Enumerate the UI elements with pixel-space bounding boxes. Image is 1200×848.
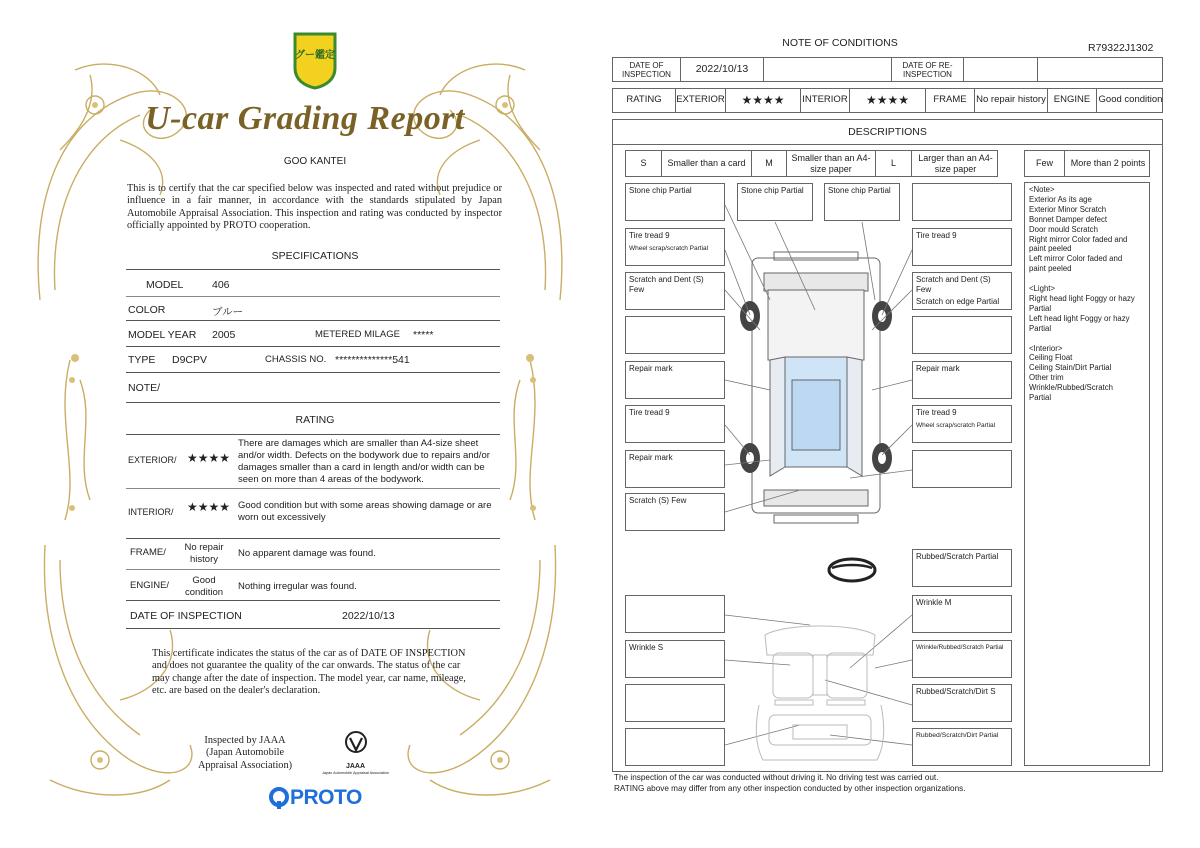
exterior-label: EXTERIOR: [676, 89, 726, 112]
date-blank-1: [764, 58, 892, 81]
ext-box-right-3: Scratch and Dent (S) Few Scratch on edge Partial: [912, 272, 1012, 310]
interior-label: INTERIOR: [801, 89, 850, 112]
date-of-inspection-label: DATE OF INSPECTION: [613, 58, 681, 81]
descriptions-heading: DESCRIPTIONS: [848, 126, 927, 138]
ext-box-left-3: Scratch and Dent (S) Few: [625, 272, 725, 310]
note-line: <Note>: [1029, 185, 1055, 194]
inspected-by-text: Inspected by JAAA (Japan Automobile Appraisal Association): [197, 735, 293, 771]
exterior-stars: ★★★★: [187, 451, 231, 465]
note-line: Exterior Minor Scratch: [1029, 204, 1107, 214]
color-label: COLOR: [128, 304, 166, 316]
date-of-inspection-value: 2022/10/13: [342, 610, 395, 622]
legend-m-desc: Smaller than an A4-size paper: [787, 151, 876, 176]
model-year-label: MODEL YEAR: [128, 329, 197, 341]
specifications-heading: SPECIFICATIONS: [271, 250, 359, 262]
engine-description: Nothing irregular was found.: [238, 581, 357, 592]
frame-label: FRAME/: [130, 547, 166, 558]
int-box-right-3: Wrinkle/Rubbed/Scratch Partial: [912, 640, 1012, 678]
note-label: NOTE/: [128, 382, 161, 394]
legend-s: S: [626, 151, 662, 176]
note-line: Left head light Foggy or hazy: [1029, 313, 1130, 323]
report-subtitle: GOO KANTEI: [283, 156, 347, 167]
notes-list: [1029, 185, 1135, 403]
int-box-left-1: [625, 595, 725, 633]
certificate-footer-text: This certificate indicates the status of the car as of DATE OF INSPECTION and does not guarantee the quality of the car onwards. The status of the car may change after the date of inspection. The model year, car name, mileage, etc. are based on the dealer's declaration.: [152, 648, 466, 697]
jaaa-caption: Japan Automobile Appraisal Association: [321, 771, 390, 775]
int-box-left-2: Wrinkle S: [625, 640, 725, 678]
ext-box-front-left: Stone chip Partial: [625, 183, 725, 221]
ext-box-top-3: Stone chip Partial: [824, 183, 900, 221]
ext-box-top-right: [912, 183, 1012, 221]
note-line: Ceiling Stain/Dirt Partial: [1029, 363, 1112, 373]
ext-box-right-5: Repair mark: [912, 361, 1012, 399]
interior-description: Good condition but with some areas showing damage or are worn out excessively: [238, 500, 492, 523]
legend-l: L: [876, 151, 912, 176]
ext-box-right-4: [912, 316, 1012, 354]
engine-label: ENGINE/: [130, 580, 170, 591]
chassis-value: **************541: [335, 354, 410, 366]
int-box-right-4: Rubbed/Scratch/Dirt S: [912, 684, 1012, 722]
int-box-right-1: Rubbed/Scratch Partial: [912, 549, 1012, 587]
interior-stars: ★★★★: [187, 500, 231, 514]
jaaa-emblem-icon: [344, 730, 368, 758]
interior-stars: ★★★★: [850, 89, 926, 112]
ext-box-right-7: [912, 450, 1012, 488]
ext-box-top-2: Stone chip Partial: [737, 183, 813, 221]
car-interior-diagram: [755, 615, 885, 765]
exterior-label: EXTERIOR/: [128, 455, 177, 465]
note-line: Wrinkle/Rubbed/Scratch: [1029, 383, 1113, 393]
ext-box-left-4: [625, 316, 725, 354]
jaaa-logo: [318, 730, 393, 780]
ext-box-left-7: Repair mark: [625, 450, 725, 488]
note-line: Right mirror Color faded and: [1029, 234, 1128, 244]
engine-label: ENGINE: [1048, 89, 1097, 112]
metered-mileage-value: *****: [413, 329, 434, 341]
ext-box-left-5: Repair mark: [625, 361, 725, 399]
footer-line-2: RATING above may differ from any other inspection conducted by other inspection organizations.: [614, 784, 966, 793]
legend-l-desc: Larger than an A4-size paper: [918, 153, 993, 174]
int-box-right-5: Rubbed/Scratch/Dirt Partial: [912, 728, 1012, 766]
frame-value: No repair history: [975, 89, 1048, 112]
car-exterior-diagram: [730, 240, 900, 530]
note-line: Right head light Foggy or hazy: [1029, 293, 1135, 303]
note-line: paint peeled: [1029, 264, 1072, 274]
frame-value: No repair history: [184, 542, 224, 565]
footer-line-1: The inspection of the car was conducted without driving it. No driving test was carried out.: [614, 773, 939, 782]
note-line: Bonnet Damper defect: [1029, 214, 1108, 224]
date-blank-2: [1038, 58, 1164, 81]
legend-few-desc: More than 2 points: [1070, 158, 1146, 169]
reference-number: R79322J1302: [1088, 42, 1154, 54]
int-box-left-3: [625, 684, 725, 722]
note-line: <Light>: [1029, 284, 1056, 294]
int-box-right-2: Wrinkle M: [912, 595, 1012, 633]
note-line: Ceiling Float: [1029, 353, 1073, 363]
color-value: ブルー: [212, 306, 244, 318]
engine-value: Good condition: [1098, 94, 1163, 106]
date-row: [612, 57, 1163, 82]
note-heading: NOTE OF CONDITIONS: [782, 37, 898, 49]
exterior-stars: ★★★★: [726, 89, 801, 112]
goo-kantei-logo: [289, 30, 341, 90]
chassis-label: CHASSIS NO.: [265, 354, 327, 365]
ext-box-left-8: Scratch (S) Few: [625, 493, 725, 531]
notes-box: [1024, 182, 1150, 766]
frame-label: FRAME: [926, 89, 975, 112]
proto-logo-text: PROTO: [290, 786, 362, 809]
report-title: U-car Grading Report: [145, 100, 465, 137]
legend-s-desc: Smaller than a card: [662, 151, 752, 176]
legend-m: M: [752, 151, 787, 176]
note-line: Door mould Scratch: [1029, 224, 1098, 234]
frame-description: No apparent damage was found.: [238, 548, 376, 559]
note-line: Partial: [1029, 303, 1052, 313]
date-of-inspection-label: DATE OF INSPECTION: [130, 610, 242, 622]
note-line: Other trim: [1029, 373, 1064, 383]
note-line: <Interior>: [1029, 343, 1063, 353]
rating-label: RATING: [613, 89, 676, 112]
int-box-left-4: [625, 728, 725, 766]
model-value: 406: [212, 279, 230, 291]
model-label: MODEL: [146, 279, 184, 291]
proto-logo: [268, 785, 362, 811]
note-line: [1029, 334, 1135, 344]
ext-box-left-2: Tire tread 9 Wheel scrap/scratch Partial: [625, 228, 725, 266]
certification-text: This is to certify that the car specified below was inspected and rated without prejudice or influence in a fair manner, in accordance with the standards stipulated by Japan Automobile Appraisal Association. This inspection and rating was conducted by inspector officially appointed by PROTO cooperation.: [127, 183, 502, 232]
logo-text: グー鑑定: [295, 50, 335, 61]
date-of-inspection-value: 2022/10/13: [681, 58, 764, 81]
note-line: Partial: [1029, 393, 1052, 403]
ext-box-right-6: Tire tread 9 Wheel scrap/scratch Partial: [912, 405, 1012, 443]
note-line: Exterior As its age: [1029, 194, 1092, 204]
interior-label: INTERIOR/: [128, 507, 174, 517]
ext-box-right-2: Tire tread 9: [912, 228, 1012, 266]
note-line: Partial: [1029, 323, 1052, 333]
jaaa-logo-text: JAAA: [345, 763, 366, 770]
reinspection-value: [964, 58, 1038, 81]
reinspection-label: DATE OF RE-INSPECTION: [892, 58, 964, 81]
proto-mark-icon: [268, 787, 290, 809]
steering-wheel-icon: [826, 556, 878, 584]
note-of-conditions: [600, 0, 1200, 848]
note-line: paint peeled: [1029, 244, 1072, 254]
rating-heading: RATING: [295, 414, 335, 426]
note-line: Left mirror Color faded and: [1029, 254, 1123, 264]
legend-few: Few: [1025, 151, 1065, 176]
model-year-value: 2005: [212, 329, 236, 341]
type-value: D9CPV: [172, 354, 208, 366]
ext-box-left-6: Tire tread 9: [625, 405, 725, 443]
size-legend: [625, 150, 998, 177]
rating-row: [612, 88, 1163, 113]
exterior-description: There are damages which are smaller than A4-size sheet and/or width. Defects on the bodywork due to repairs and/or damages smaller than a card in length and/or width can be seen on more than 4 areas of the bodywork.: [238, 438, 490, 485]
note-line: [1029, 274, 1135, 284]
type-label: TYPE: [128, 354, 156, 366]
engine-value: Good condition: [184, 575, 224, 598]
few-legend: [1024, 150, 1150, 177]
metered-mileage-label: METERED MILAGE: [315, 329, 400, 340]
